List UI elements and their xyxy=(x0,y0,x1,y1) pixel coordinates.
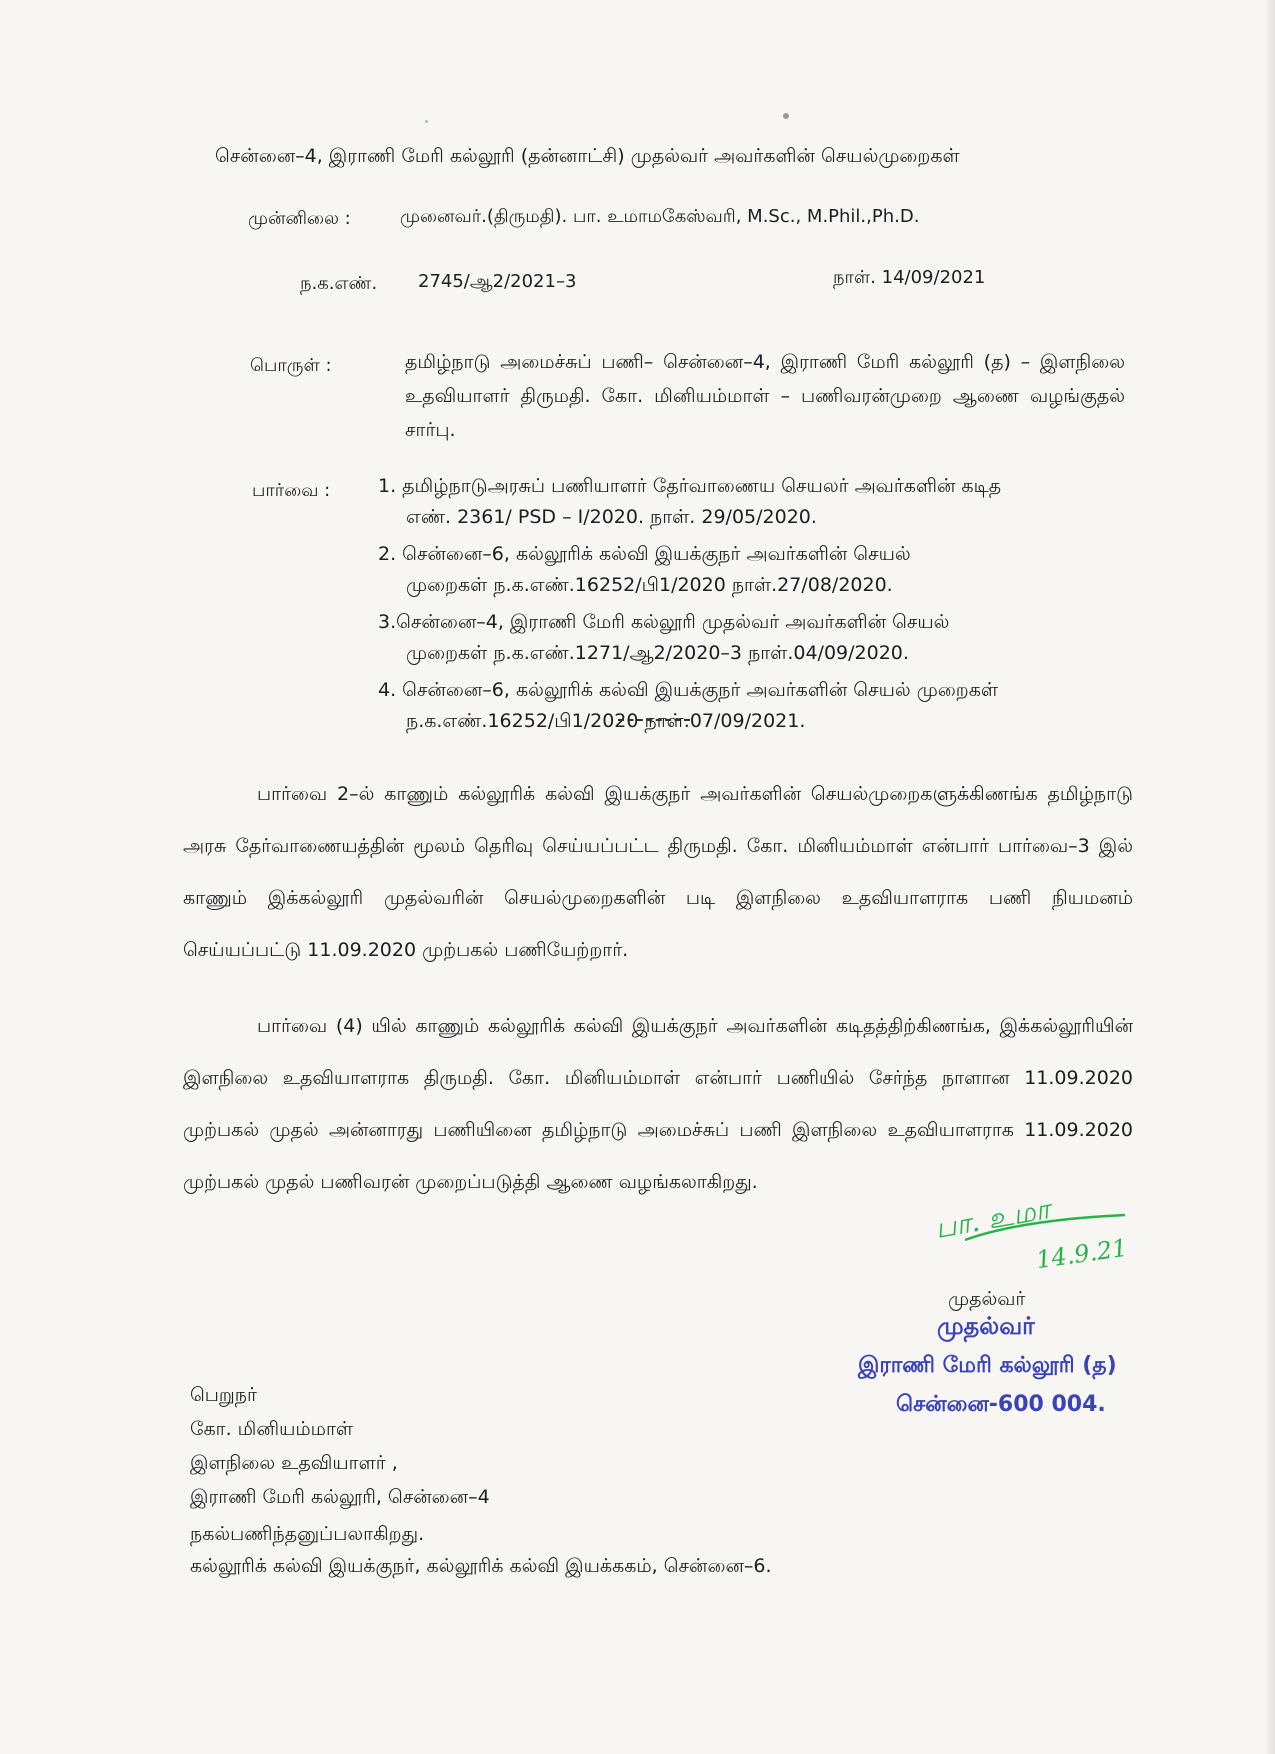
document-date: நாள். 14/09/2021 xyxy=(833,267,986,288)
recipient-address: இராணி மேரி கல்லூரி, சென்னை–4 xyxy=(190,1486,490,1508)
recipient-block xyxy=(190,1378,490,1514)
recipient-label: பெறுநர் xyxy=(190,1384,257,1406)
body-paragraph: பார்வை 2–ல் காணும் கல்லூரிக் கல்வி இயக்குநர் அவர்களின் செயல்முறைகளுக்கிணங்க தமிழ்நாடு அரசு தேர்வாணையத்தின் மூலம் தெரிவு செய்யப்பட்ட திருமதி. கோ. மினியம்மாள் என்பார் பார்வை–3 இல் காணும் இக்கல்லூரி முதல்வரின் செயல்முறைகளின் படி இளநிலை உதவியாளராக பணி நியமனம் செய்யப்பட்டு 11.09.2020 முற்பகல் பணியேற்றார். xyxy=(183,783,1133,961)
signature-date: 14.9.21 xyxy=(1034,1233,1130,1275)
reference-line: ந.க.எண்.16252/பி1/2020 நாள்.07/09/2021. xyxy=(406,710,806,732)
section-divider xyxy=(618,719,690,721)
reference-number: 2745/ஆ2/2021–3 xyxy=(418,271,577,292)
handwritten-signature: பா. உமா xyxy=(932,1192,1053,1245)
copy-recipient: கல்லூரிக் கல்வி இயக்குநர், கல்லூரிக் கல்வி இயக்ககம், சென்னை–6. xyxy=(190,1555,772,1577)
scan-edge-shadow xyxy=(1265,0,1275,1754)
recipient-designation: இளநிலை உதவியாளர் , xyxy=(190,1452,398,1474)
presiding-label: முன்னிலை : xyxy=(248,208,351,229)
reference-line: 2. சென்னை–6, கல்லூரிக் கல்வி இயக்குநர் அவர்களின் செயல் xyxy=(378,543,911,565)
scan-speck xyxy=(783,113,789,119)
presiding-name: முனைவர்.(திருமதி). பா. உமாமகேஸ்வரி, M.Sc., M.Phil.,Ph.D. xyxy=(400,206,920,227)
copy-block xyxy=(190,1518,772,1582)
reference-line: 4. சென்னை–6, கல்லூரிக் கல்வி இயக்குநர் அவர்களின் செயல் முறைகள் xyxy=(378,679,999,701)
subject-text: தமிழ்நாடு அமைச்சுப் பணி– சென்னை–4, இராணி மேரி கல்லூரி (த) – இளநிலை உதவியாளர் திருமதி. கோ. மினியம்மாள் – பணிவரன்முறை ஆணை வழங்குதல் சார்பு. xyxy=(405,351,1125,441)
subject-label: பொருள் : xyxy=(250,355,332,376)
reference-line: 3.சென்னை–4, இராணி மேரி கல்லூரி முதல்வர் அவர்களின் செயல் xyxy=(378,611,950,633)
copy-note: நகல்பணிந்தனுப்பலாகிறது. xyxy=(190,1523,425,1545)
reference-item xyxy=(378,607,1128,669)
official-stamp: முதல்வர் xyxy=(937,1312,1035,1340)
official-stamp: இராணி மேரி கல்லூரி (த) xyxy=(858,1353,1117,1378)
reference-line: எண். 2361/ PSD – I/2020. நாள். 29/05/2020. xyxy=(406,506,817,528)
signatory-title: முதல்வர் xyxy=(948,1288,1026,1310)
reference-line: 1. தமிழ்நாடுஅரசுப் பணியாளர் தேர்வாணைய செயலர் அவர்களின் கடித xyxy=(378,475,1002,497)
reference-item xyxy=(378,539,1128,601)
reference-item xyxy=(378,675,1128,737)
reference-item xyxy=(378,471,1128,533)
references-label: பார்வை : xyxy=(252,480,331,501)
references-list xyxy=(378,471,1128,743)
reference-line: முறைகள் ந.க.எண்.1271/ஆ2/2020–3 நாள்.04/09/2020. xyxy=(406,642,909,664)
reference-number-label: ந.க.எண். xyxy=(300,273,378,294)
reference-line: முறைகள் ந.க.எண்.16252/பி1/2020 நாள்.27/08/2020. xyxy=(406,574,893,596)
document-title: சென்னை–4, இராணி மேரி கல்லூரி (தன்னாட்சி) முதல்வர் அவர்களின் செயல்முறைகள் xyxy=(215,145,960,167)
scan-speck xyxy=(425,120,428,123)
official-stamp: சென்னை-600 004. xyxy=(896,1392,1106,1417)
body-paragraph: பார்வை (4) யில் காணும் கல்லூரிக் கல்வி இயக்குநர் அவர்களின் கடிதத்திற்கிணங்க, இக்கல்லூரியின் இளநிலை உதவியாளராக திருமதி. கோ. மினியம்மாள் என்பார் பணியில் சேர்ந்த நாளான 11.09.2020 முற்பகல் முதல் அன்னாரது பணியினை தமிழ்நாடு அமைச்சுப் பணி இளநிலை உதவியாளராக 11.09.2020 முற்பகல் முதல் பணிவரன் முறைப்படுத்தி ஆணை வழங்கலாகிறது. xyxy=(183,1015,1133,1193)
recipient-name: கோ. மினியம்மாள் xyxy=(190,1418,354,1440)
